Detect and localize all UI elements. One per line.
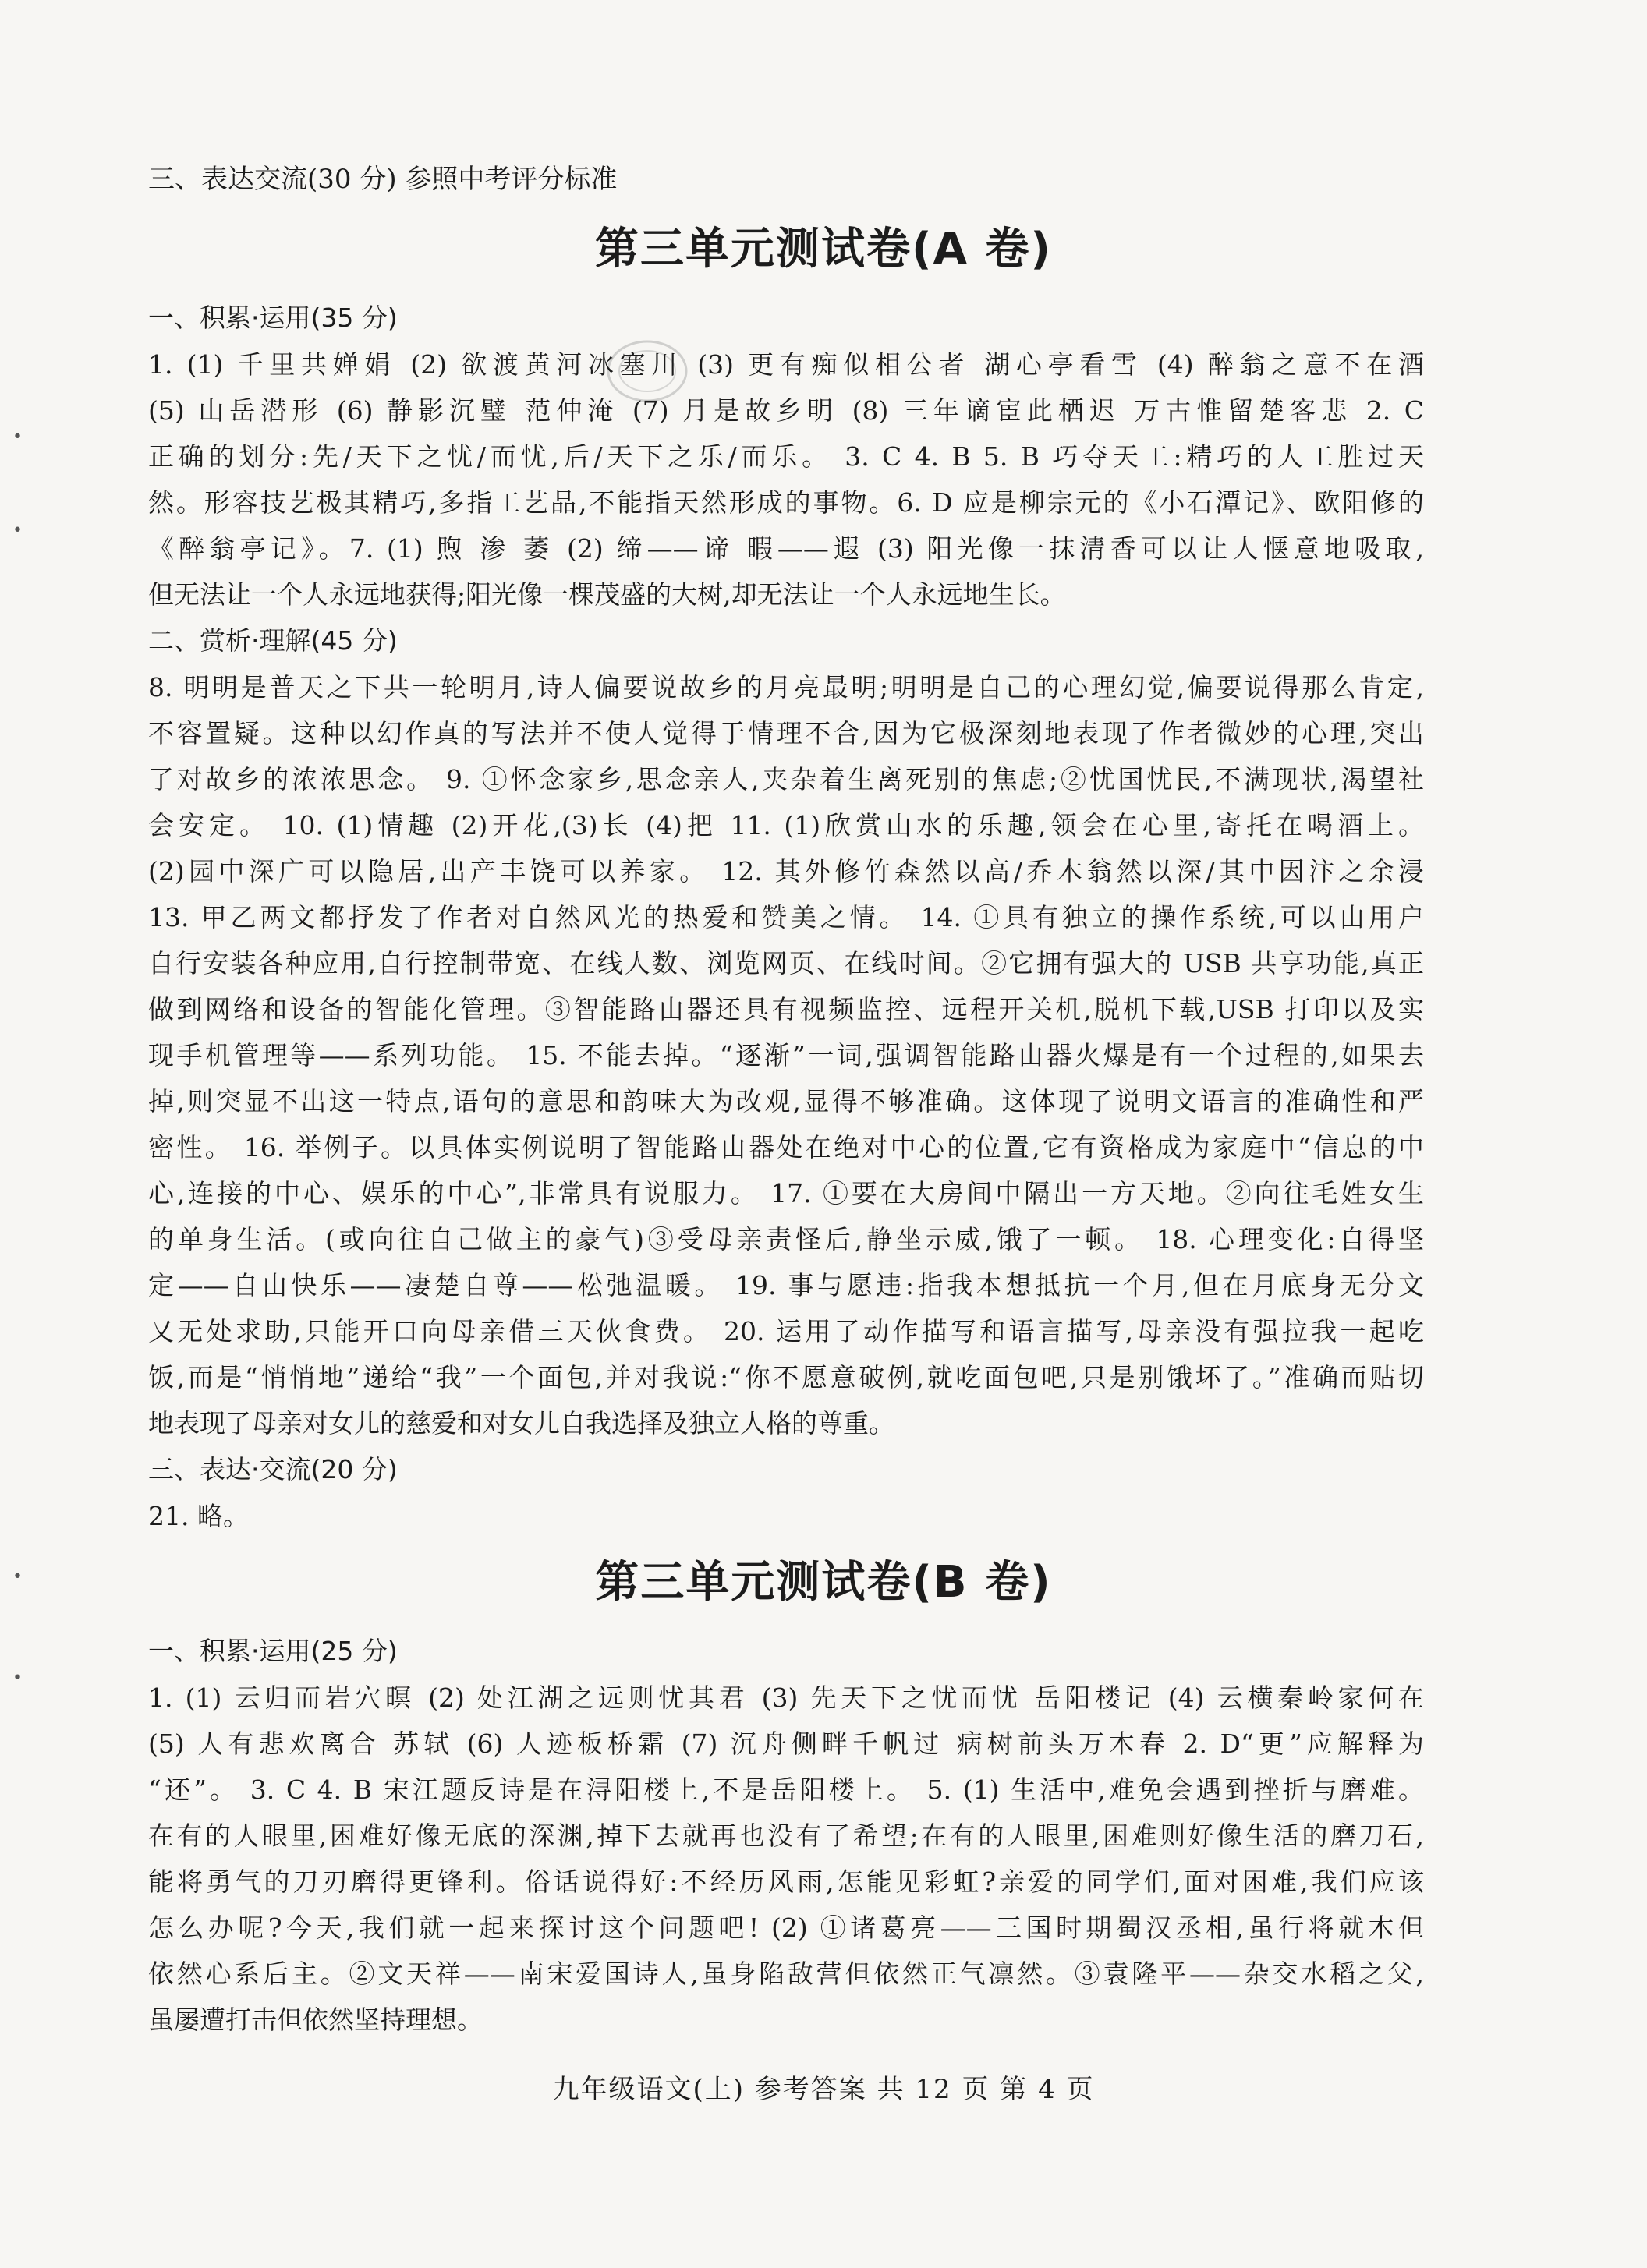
text-line: 1. (1) 云归而岩穴暝 (2) 处江湖之远则忧其君 (3) 先天下之忧而忧 岳阳楼记 (4) 云横秦岭家何在: [148, 1682, 1424, 1713]
text-line: 21. 略。: [148, 1501, 249, 1531]
text-line: (5) 山岳潜形 (6) 静影沉璧 范仲淹 (7) 月是故乡明 (8) 三年谪宦此栖迟 万古惟留楚客悲 2. C: [148, 395, 1424, 426]
text-line: 心,连接的中心、娱乐的中心”,非常具有说服力。 17. ①要在大房间中隔出一方天地。②向往毛姓女生: [148, 1178, 1424, 1208]
test-b-section-1-heading: 一、积累·运用(25 分): [148, 1636, 398, 1666]
text-line: 饭,而是“悄悄地”递给“我”一个面包,并对我说:“你不愿意破例,就吃面包吧,只是别饿坏了。”准确而贴切: [148, 1362, 1424, 1392]
text-line: 1. (1) 千里共婵娟 (2) 欲渡黄河冰塞川 (3) 更有痴似相公者 湖心亭看雪 (4) 醉翁之意不在酒: [148, 349, 1424, 380]
text-line: 会安定。 10. (1)情趣 (2)开花,(3)长 (4)把 11. (1)欣赏山水的乐趣,领会在心里,寄托在喝酒上。: [148, 810, 1424, 840]
text-line: 能将勇气的刀刃磨得更锋利。俗话说得好:不经历风雨,怎能见彩虹?亲爱的同学们,面对困难,我们应该: [148, 1866, 1424, 1897]
text-line: (5) 人有悲欢离合 苏轼 (6) 人迹板桥霜 (7) 沉舟侧畔千帆过 病树前头万木春 2. D“更”应解释为: [148, 1728, 1424, 1759]
text-line: 依然心系后主。②文天祥——南宋爱国诗人,虽身陷敌营但依然正气凛然。③袁隆平——杂交水稻之父,: [148, 1958, 1424, 1989]
test-a-title: 第三单元测试卷(A 卷): [594, 224, 1053, 274]
text-line: 做到网络和设备的智能化管理。③智能路由器还具有视频监控、远程开关机,脱机下载,USB 打印以及实: [148, 994, 1424, 1024]
test-a-section-1-heading: 一、积累·运用(35 分): [148, 303, 398, 333]
scan-dot: •: [12, 521, 23, 540]
text-line: (2)园中深广可以隐居,出产丰饶可以养家。 12. 其外修竹森然以高/乔木翁然以深/其中因汴之余浸: [148, 856, 1424, 886]
test-b-section-1-body: [148, 1675, 1424, 2043]
text-line: 怎么办呢?今天,我们就一起来探讨这个问题吧! (2) ①诸葛亮——三国时期蜀汉丞相,虽行将就木但: [148, 1912, 1424, 1943]
test-b-title: 第三单元测试卷(B 卷): [595, 1557, 1052, 1608]
text-line: 然。形容技艺极其精巧,多指工艺品,不能指天然形成的事物。6. D 应是柳宗元的《小石潭记》、欧阳修的: [148, 487, 1424, 518]
text-line: 又无处求助,只能开口向母亲借三天伙食费。 20. 运用了动作描写和语言描写,母亲没有强拉我一起吃: [148, 1316, 1424, 1346]
prelude-line: 三、表达交流(30 分) 参照中考评分标准: [148, 164, 618, 195]
test-a-section-3-body: [148, 1493, 1424, 1539]
text-line: 8. 明明是普天之下共一轮明月,诗人偏要说故乡的月亮最明;明明是自己的心理幻觉,偏要说得那么肯定,: [148, 672, 1424, 702]
test-a-section-2-body: [148, 664, 1424, 1446]
text-line: 了对故乡的浓浓思念。 9. ①怀念家乡,思念亲人,夹杂着生离死别的焦虑;②忧国忧民,不满现状,渴望社: [148, 764, 1424, 794]
text-line: 不容置疑。这种以幻作真的写法并不使人觉得于情理不合,因为它极深刻地表现了作者微妙的心理,突出: [148, 718, 1424, 748]
text-line: 13. 甲乙两文都抒发了作者对自然风光的热爱和赞美之情。 14. ①具有独立的操作系统,可以由用户: [148, 902, 1424, 932]
scan-dot: •: [12, 1567, 23, 1587]
test-a-section-3-heading: 三、表达·交流(20 分): [148, 1454, 398, 1484]
scan-dot: •: [12, 1668, 23, 1688]
test-a-section-2-heading: 二、赏析·理解(45 分): [148, 625, 398, 656]
text-line: 在有的人眼里,困难好像无底的深渊,掉下去就再也没有了希望;在有的人眼里,困难则好像生活的磨刀石,: [148, 1820, 1424, 1851]
test-a-section-1-body: [148, 341, 1424, 617]
text-line: 地表现了母亲对女儿的慈爱和对女儿自我选择及独立人格的尊重。: [148, 1408, 894, 1438]
text-line: 但无法让一个人永远地获得;阳光像一棵茂盛的大树,却无法让一个人永远地生长。: [148, 579, 1066, 610]
text-line: “还”。 3. C 4. B 宋江题反诗是在浔阳楼上,不是岳阳楼上。 5. (1) 生活中,难免会遇到挫折与磨难。: [148, 1774, 1424, 1805]
page-footer: 九年级语文(上) 参考答案 共 12 页 第 4 页: [552, 2074, 1095, 2105]
text-line: 掉,则突显不出这一特点,语句的意思和韵味大为改观,显得不够准确。这体现了说明文语言的准确性和严: [148, 1086, 1424, 1116]
scan-dot: •: [12, 427, 23, 447]
text-line: 自行安装各种应用,自行控制带宽、在线人数、浏览网页、在线时间。②它拥有强大的 USB 共享功能,真正: [148, 948, 1424, 978]
text-line: 的单身生活。(或向往自己做主的豪气)③受母亲责怪后,静坐示威,饿了一顿。 18. 心理变化:自得坚: [148, 1224, 1424, 1254]
text-line: 正确的划分:先/天下之忧/而忧,后/天下之乐/而乐。 3. C 4. B 5. B 巧夺天工:精巧的人工胜过天: [148, 441, 1424, 472]
text-line: 定——自由快乐——凄楚自尊——松弛温暖。 19. 事与愿违:指我本想抵抗一个月,但在月底身无分文: [148, 1270, 1424, 1300]
text-line: 《醉翁亭记》。7. (1) 煦 渗 萎 (2) 缔——谛 暇——遐 (3) 阳光像一抹清香可以让人惬意地吸取,: [148, 533, 1424, 564]
text-line: 虽屡遭打击但依然坚持理想。: [148, 2004, 483, 2035]
text-line: 现手机管理等——系列功能。 15. 不能去掉。“逐渐”一词,强调智能路由器火爆是有一个过程的,如果去: [148, 1040, 1424, 1070]
text-line: 密性。 16. 举例子。以具体实例说明了智能路由器处在绝对中心的位置,它有资格成为家庭中“信息的中: [148, 1132, 1424, 1162]
